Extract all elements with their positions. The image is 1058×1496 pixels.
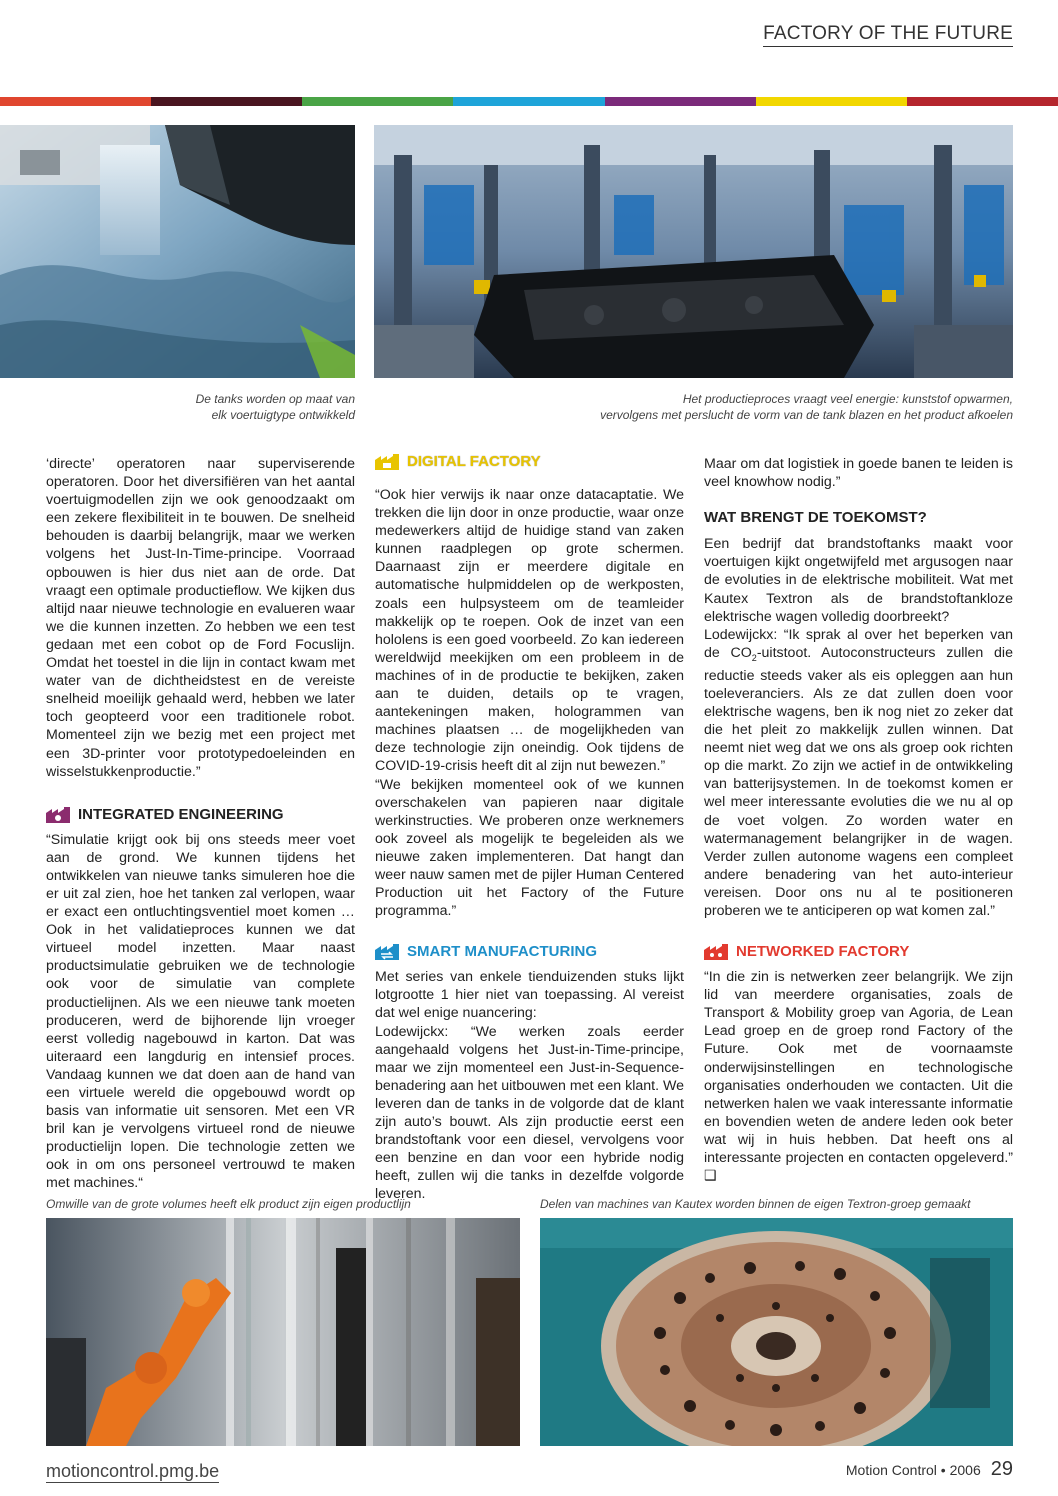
factory-network-icon (704, 944, 728, 960)
article-column-1 (46, 455, 355, 1193)
color-stripe-maroon (151, 97, 302, 106)
color-stripe-red (0, 97, 151, 106)
col3-paragraph-3-text: “In die zin is netwerken zeer belangrijk. We zijn lid van meerdere organisaties, zoals de Transport & Mobility groep van Agoria, de Lean Lead groep en de groep rond Factory of the Future. Ook met de voornaamste onderwijsinstellingen en technologische organisaties onderhouden we contacten. Uit die netwerken halen we vaak interessante informatie en bovendien weten de andere leden ook beter wat wij in huis hebben. Dat heeft ons al interessante projecten en contacten opgeleverd.” (704, 969, 1013, 1167)
caption-top-right (480, 391, 1013, 423)
col3-paragraph-3 (704, 968, 1013, 1185)
section-label: DIGITAL FACTORY (407, 453, 541, 470)
section-label: INTEGRATED ENGINEERING (78, 805, 284, 823)
tank-production-line-photo (374, 125, 1013, 378)
page-footer (846, 1458, 1013, 1481)
color-stripe-yellow (756, 97, 907, 106)
caption-top-left-line1: De tanks worden op maat van (195, 392, 355, 406)
plastic-tank-closeup-photo (0, 125, 355, 378)
col2-paragraph-4: Lodewijckx: “We werken zoals eerder aangehaald volgens het Just-in-Time-principe, maar we zijn momenteel een Just-in-Sequence-benadering aan het uitbouwen met een klant. We leveren dan de tanks in de volgorde dat de klant zijn auto’s bouwt. Als zijn productie eerst een brandstoftank voor een diesel, vervolgens voor een benzine en dan voor een hybride nodig heeft, zullen wij die tanks in dezelfde volgorde leveren. (375, 1023, 684, 1203)
color-stripe (0, 97, 1058, 106)
color-stripe-blue (453, 97, 604, 106)
col1-intro: ‘directe’ operatoren naar superviserende operatoren. Door het diversifiëren van het aantal voertuigmodellen zijn we ook genoodzaakt om een zekere flexibiliteit in te bouwen. De snelheid behouden is daarbij belangrijk, maar we werken volgens het Just-In-Time-principe. Voorraad opbouwen is hier dus niet aan de orde. Dat vraagt een optimale productieflow. We kijken dus altijd naar nieuwe technologie en evalueren waar we die kunnen inzetten. Zo hebben we een test gedaan met een cobot op de Ford Focuslijn. Omdat het toestel in die lijn in contact kwam met water van de dichtheidstest en de vereiste snelheid moeilijk gehaald werd, hebben we later toch geopteerd voor een traditionele robot. Momenteel zijn we bezig met een project met een 3D-printer voor prototypedoeleinden en wisselstukkenproductie.” (46, 456, 355, 780)
col3-paragraph-1: Een bedrijf dat brandstoftanks maakt voor voertuigen kijkt ongetwijfeld met argusogen naar de evoluties in de elektrische mobiliteit. Wat met Kautex Textron als de brandstoftankloze elektrische wagen volledig doorbreekt? (704, 536, 1013, 625)
factory-gear-icon (46, 807, 70, 823)
col2-paragraph-2: “We bekijken momenteel ook of we kunnen overschakelen van papieren naar digitale werkinstructies. We proberen onze werknemers ook zoveel als mogelijk te begeleiden als we nieuwe zaken implementeren. Dat hangt dan weer nauw samen met de pijler Human Centered Production uit het Factory of the Future programma.” (375, 776, 684, 920)
section-label: SMART MANUFACTURING (407, 943, 597, 961)
col2-paragraph-1: “Ook hier verwijs ik naar onze datacaptatie. We trekken die lijn door in onze productie, waar onze medewerkers altijd de huidige stand van zaken kunnen raadplegen op grote schermen. Daarnaast zijn er meerdere digitale en automatische hulpmiddelen op de werkposten, zoals een hulpsysteem om de teamleider makkelijk op te roepen. Ook de inzet van een hololens is een goed voorbeeld. Zo kan iedereen wereldwijd meekijken om een probleem in de machines of in de productie te bekijken, zaken aan te duiden, details op te vragen, aantekeningen maken, hologrammen van machines plaatsen … de mogelijkheden van deze technologie zijn oneindig. Ook tijdens de COVID-19-crisis heeft dit al zijn nut bewezen.” (375, 487, 684, 775)
caption-top-left (100, 391, 355, 423)
magazine-issue: Motion Control • 2006 (845, 1462, 981, 1478)
section-heading-future: WAT BRENGT DE TOEKOMST? (704, 509, 927, 527)
caption-bottom-right: Delen van machines van Kautex worden binnen de eigen Textron-groep gemaakt (540, 1197, 971, 1211)
caption-top-right-line2: vervolgens met perslucht de vorm van de tank blazen en het product afkoelen (600, 408, 1013, 422)
color-stripe-purple (605, 97, 756, 106)
section-label: NETWORKED FACTORY (736, 943, 910, 961)
section-title: FACTORY OF THE FUTURE (763, 22, 1013, 47)
article-column-2 (375, 452, 684, 1203)
factory-digital-icon (375, 454, 399, 470)
caption-top-right-line1: Het productieproces vraagt veel energie: kunststof opwarmen, (682, 392, 1013, 406)
col3-paragraph-0: Maar om dat logistiek in goede banen te leiden is veel knowhow nodig.” (704, 456, 1013, 491)
section-heading-integrated-engineering (46, 805, 355, 825)
caption-bottom-left: Omwille van de grote volumes heeft elk product zijn eigen productlijn (46, 1197, 411, 1211)
col3-paragraph-2-part-b: -uitstoot. Autoconstructeurs zullen die reductie steeds vaker als eis opleggen aan hun toeleveranciers. Als ze dat zullen doen voor elektrische wagens, ben ik nog niet zo zeker dat die het pleit zo makkelijk zullen winnen. Dat neemt niet weg dat we ons als groep ook richten op die markt. Zo zijn we actief in de ontwikkeling van batterijsystemen. In de toekomst komen er wel meer interessante evoluties die we nu al op de voet volgen. Zo worden water en watermanagement belangrijker in de wagen. Verder zullen autonome wagens een compleet andere benadering van het auto-interieur vereisen. Door ons nu al te positioneren proberen we te anticiperen op wat komen zal.” (704, 644, 1013, 919)
article-column-3 (704, 455, 1013, 1185)
factory-arrows-icon (375, 944, 399, 960)
orange-robot-arm-photo (46, 1218, 520, 1446)
col1-body: “Simulatie krijgt ook bij ons steeds meer voet aan de grond. We kunnen tijdens het ontwikkelen van nieuwe tanks simuleren hoe die er uit zal zien, hoe het tanken zal verlopen, waar er exact een ontluchtingsventiel moet komen … Ook in het validatieproces kunnen we dat virtueel model inzetten. Maar naast productsimulatie gebruiken we de technologie ook voor de simulatie van complete productielijnen. Als we een nieuwe tank moeten produceren, werd de bijhorende lijn vroeger eerst volledig nagebouwd in karton. Dat was uiteraard een langdurig en intensief proces. Vandaag kunnen we dat doen aan de hand van een virtuele wereld die opgebouwd wordt op basis van informatie uit sensoren. Met een VR bril kan je vervolgens virtueel rond de nieuwe productielijn lopen. Die technologie zetten we ook in om ons personeel vertrouwd te maken met machines.“ (46, 831, 355, 1192)
col3-paragraph-2 (704, 626, 1013, 920)
color-stripe-green (302, 97, 453, 106)
caption-top-left-line2: elk voertuigtype ontwikkeld (211, 408, 355, 422)
section-heading-networked-factory (704, 942, 1013, 962)
website-link[interactable]: motioncontrol.pmg.be (46, 1461, 220, 1481)
page-number: 29 (990, 1458, 1013, 1480)
section-heading-smart-manufacturing (375, 942, 684, 962)
end-of-article-mark: ❑ (704, 1168, 717, 1185)
machine-perforated-drum-photo (540, 1218, 1013, 1446)
co2-subscript: 2 (751, 652, 757, 663)
col2-paragraph-3: Met series van enkele tienduizenden stuks lijkt lotgrootte 1 hier niet van toepassing. Al vereist dat wel enige nuancering: (375, 969, 684, 1022)
color-stripe-darkred (907, 97, 1058, 106)
col3-paragraph-2-part-a: Lodewijckx: “Ik sprak al over het beperken van de CO (704, 626, 1013, 661)
section-heading-digital-factory (375, 452, 684, 472)
